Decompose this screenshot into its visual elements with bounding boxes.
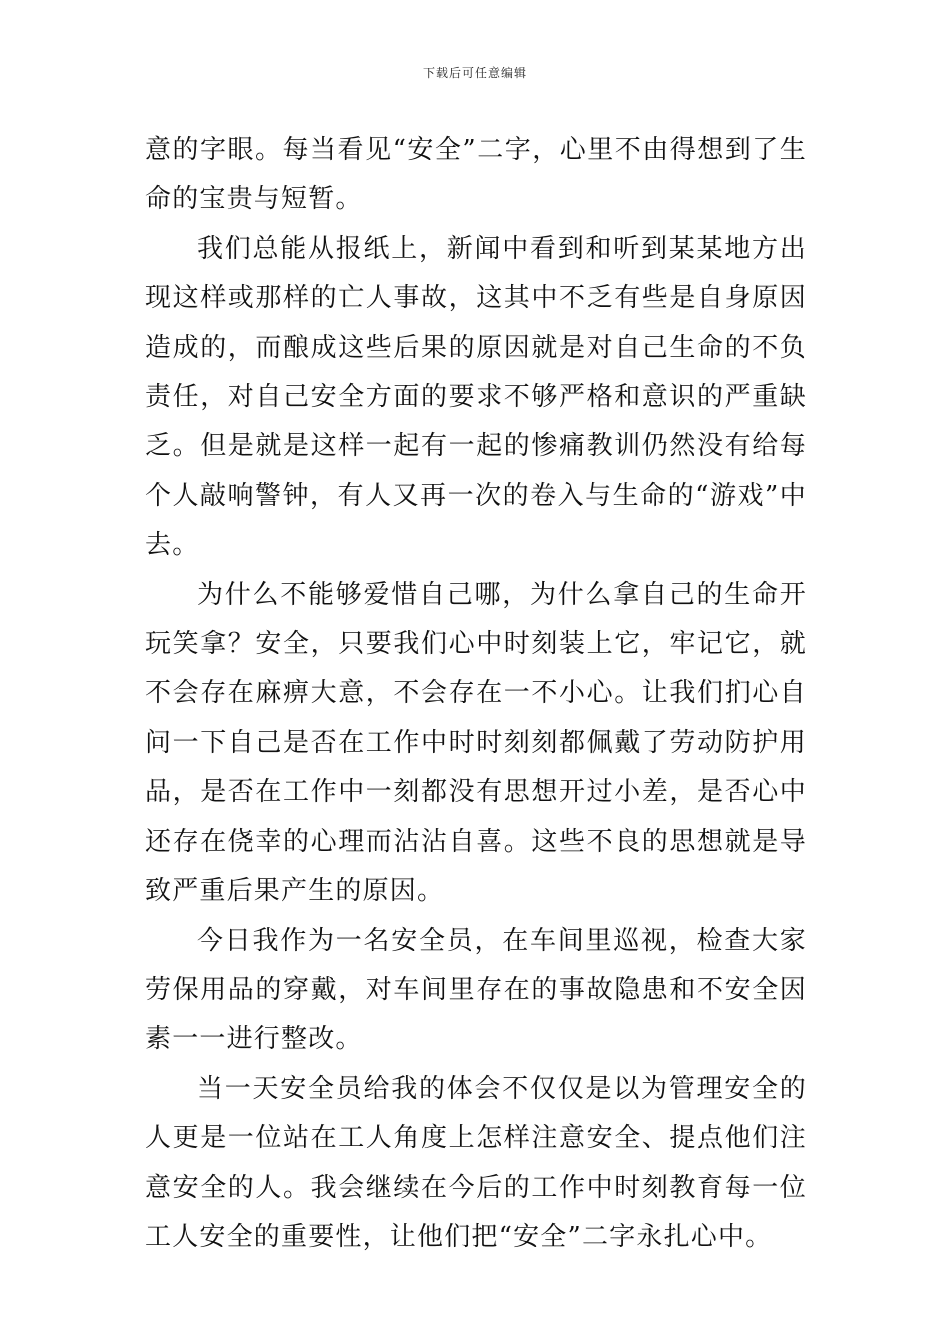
paragraph-4: 今日我作为一名安全员，在车间里巡视，检查大家劳保用品的穿戴，对车间里存在的事故隐患和不安全因素一一进行整改。 (145, 925, 807, 1055)
page-header: 下载后可任意编辑 (422, 66, 527, 80)
paragraph-5: 当一天安全员给我的体会不仅仅是以为管理安全的人更是一位站在工人角度上怎样注意安全、提点他们注意安全的人。我会继续在今后的工作中时刻教育每一位工人安全的重要性，让他们把“安全”二字永扎心中。 (145, 1073, 807, 1252)
paragraph-3: 为什么不能够爱惜自己哪，为什么拿自己的生命开玩笑拿？安全，只要我们心中时刻装上它，牢记它，就不会存在麻痹大意，不会存在一不小心。让我们扪心自问一下自己是否在工作中时时刻刻都佩戴了劳动防护用品，是否在工作中一刻都没有思想开过小差，是否心中还存在侥幸的心理而沾沾自喜。这些不良的思想就是导致严重后果产生的原因。 (145, 579, 807, 907)
paragraph-1: 意的字眼。每当看见“安全”二字，心里不由得想到了生命的宝贵与短暂。 (145, 135, 807, 215)
paragraph-2: 我们总能从报纸上，新闻中看到和听到某某地方出现这样或那样的亡人事故，这其中不乏有些是自身原因造成的，而酿成这些后果的原因就是对自己生命的不负责任，对自己安全方面的要求不够严格和意识的严重缺乏。但是就是这样一起有一起的惨痛教训仍然没有给每个人敲响警钟，有人又再一次的卷入与生命的“游戏”中去。 (145, 233, 807, 561)
document-body (145, 126, 807, 1262)
